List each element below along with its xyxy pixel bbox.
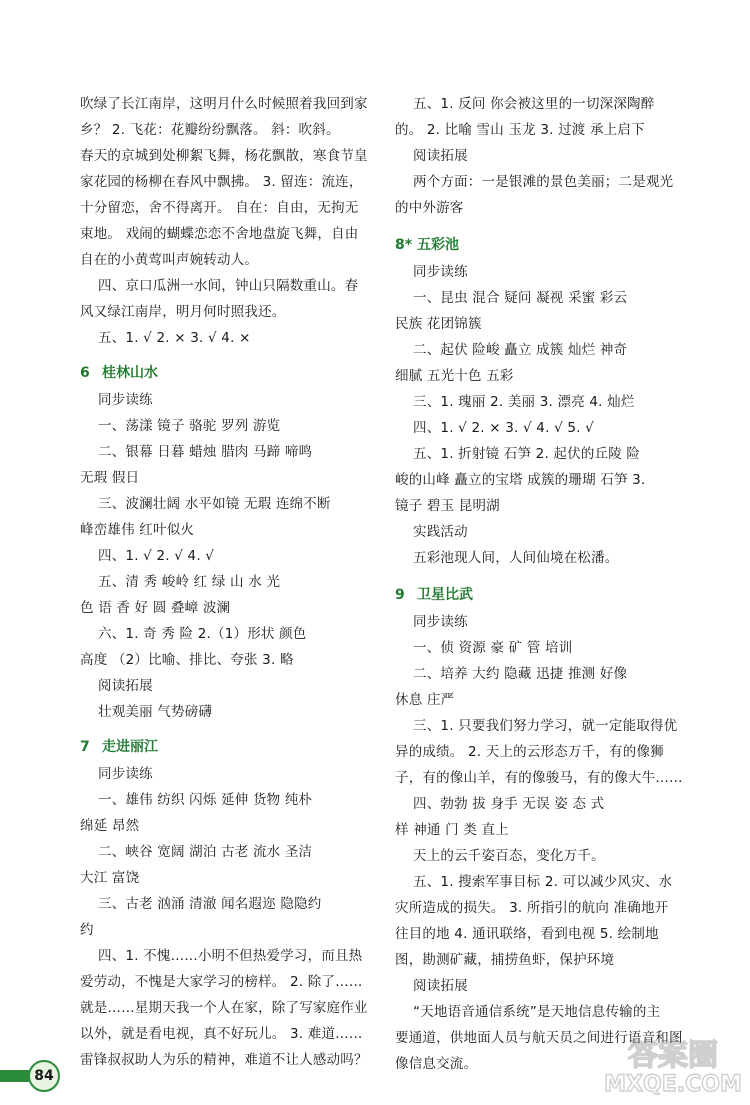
text-line: 两个方面：一是银滩的景色美丽；二是观光 (413, 174, 674, 190)
watermark-url: MXQE.COM (604, 1072, 742, 1097)
text-line: 二、培养 大约 隐藏 迅捷 推测 好像 (413, 666, 628, 682)
text-line: 三、波澜壮阔 水平如镜 无瑕 连绵不断 (98, 496, 331, 512)
text-line: 民族 花团锦簇 (395, 316, 482, 332)
text-line: 一、荡漾 镜子 骆驼 罗列 游览 (98, 418, 281, 434)
text-line: 约 (80, 922, 94, 938)
text-line: 三、古老 汹涌 清澈 闻名遐迩 隐隐约 (98, 896, 322, 912)
text-line: 阅读拓展 (413, 978, 468, 994)
text-line: 四、1. √ 2. × 3. √ 4. √ 5. √ (413, 420, 594, 436)
text-line: 像信息交流。 (395, 1056, 478, 1072)
text-line: 一、昆虫 混合 疑问 凝视 采蜜 彩云 (413, 290, 628, 306)
section-title: 卫星比武 (417, 587, 473, 603)
text-line: 五、1. 折射镜 石笋 2. 起伏的丘陵 险 (413, 446, 641, 462)
text-line: 束地。 戏闹的蝴蝶恋恋不舍地盘旋飞舞，自由 (80, 226, 359, 242)
section-title: 桂林山水 (102, 365, 158, 381)
text-line: 子，有的像山羊，有的像骏马，有的像大牛…… (395, 770, 683, 786)
text-line: 爱劳动，不愧是大家学习的榜样。 2. 除了…… (80, 974, 363, 990)
text-line: 五彩池现人间，人间仙境在松潘。 (413, 550, 619, 566)
text-line: 四、1. √ 2. √ 4. √ (98, 548, 215, 564)
watermark-logo (604, 1031, 742, 1097)
text-line: 自在的小黄莺叫声婉转动人。 (80, 252, 259, 268)
text-line: 春天的京城到处柳絮飞舞，杨花飘散，寒食节皇 (80, 148, 368, 164)
text-line: 三、1. 只要我们努力学习，就一定能取得优 (413, 718, 678, 734)
section-number: 7 (80, 739, 90, 755)
text-line: 休息 庄严 (395, 692, 455, 708)
text-line: 阅读拓展 (98, 678, 153, 694)
text-line: 大江 富饶 (80, 870, 140, 886)
section-number: 6 (80, 365, 90, 381)
text-line: 异的成绩。 2. 天上的云形态万千，有的像狮 (395, 744, 664, 760)
text-line: 绵延 昂然 (80, 818, 140, 834)
text-line: 六、1. 奇 秀 险 2.（1）形状 颜色 (98, 626, 307, 642)
text-line: 四、勃勃 拔 身手 无误 姿 态 式 (413, 796, 605, 812)
text-line: 三、1. 瑰丽 2. 美丽 3. 漂亮 4. 灿烂 (413, 394, 635, 410)
text-line: 要通道，供地面人员与航天员之间进行语音和图 (395, 1030, 683, 1046)
text-line: 色 语 香 好 圆 叠嶂 波澜 (80, 600, 231, 616)
section-number: 8* (395, 237, 413, 253)
section-heading-9 (395, 584, 473, 606)
text-line: 同步读练 (413, 264, 468, 280)
text-line: 雷锋叔叔助人为乐的精神，难道不让人感动吗？ (80, 1052, 368, 1068)
text-line: 往目的地 4. 通讯联络，看到电视 5. 绘制地 (395, 926, 659, 942)
text-line: 图，勘测矿藏，捕捞鱼虾，保护环境 (395, 952, 615, 968)
text-line: “天地语音通信系统”是天地信息传输的主 (413, 1004, 661, 1020)
text-line: 同步读练 (413, 614, 468, 630)
text-line: 风又绿江南岸，明月何时照我还。 (80, 304, 286, 320)
section-title: 走进丽江 (102, 739, 158, 755)
text-line: 五、1. 反问 你会被这里的一切深深陶醉 (413, 96, 655, 112)
text-line: 以外，就是看电视，真不好玩儿。 3. 难道…… (80, 1026, 363, 1042)
text-line: 峰峦雄伟 红叶似火 (80, 522, 195, 538)
text-line: 五、清 秀 峻岭 红 绿 山 水 光 (98, 574, 281, 590)
text-line: 五、1. 搜索军事目标 2. 可以减少风灾、水 (413, 874, 673, 890)
text-line: 天上的云千姿百态，变化万千。 (413, 848, 605, 864)
text-line: 二、峡谷 宽阔 湖泊 古老 流水 圣洁 (98, 844, 313, 860)
text-line: 四、1. 不愧……小明不但热爱学习，而且热 (98, 948, 363, 964)
text-line: 同步读练 (98, 766, 153, 782)
text-line: 就是……星期天我一个人在家，除了写家庭作业 (80, 1000, 368, 1016)
page-number-badge: 84 (28, 1060, 60, 1092)
section-number: 9 (395, 587, 405, 603)
text-line: 样 神通 门 类 直上 (395, 822, 509, 838)
text-line: 镜子 碧玉 昆明湖 (395, 498, 500, 514)
text-line: 壮观美丽 气势磅礴 (98, 704, 213, 720)
text-line: 四、京口瓜洲一水间，钟山只隔数重山。春 (98, 278, 359, 294)
text-line: 十分留恋，舍不得离开。 自在：自由，无拘无 (80, 200, 359, 216)
text-line: 同步读练 (98, 392, 153, 408)
text-line: 二、起伏 险峻 矗立 成簇 灿烂 神奇 (413, 342, 628, 358)
text-line: 家花园的杨柳在春风中飘拂。 3. 留连：流连， (80, 174, 363, 190)
text-line: 二、银幕 日暮 蜡烛 腊肉 马蹄 啼鸣 (98, 444, 313, 460)
text-line: 一、雄伟 纺织 闪烁 延伸 货物 纯朴 (98, 792, 313, 808)
text-line: 灾所造成的损失。 3. 所指引的航向 准确地开 (395, 900, 669, 916)
text-line: 高度 （2）比喻、排比、夸张 3. 略 (80, 652, 294, 668)
text-line: 五、1. √ 2. × 3. √ 4. × (98, 330, 251, 346)
text-line: 一、侦 资源 豪 矿 管 培训 (413, 640, 573, 656)
section-title: 五彩池 (417, 237, 459, 253)
section-heading-8 (395, 234, 459, 256)
text-line: 阅读拓展 (413, 148, 468, 164)
text-line: 吹绿了长江南岸，这明月什么时候照着我回到家 (80, 96, 368, 112)
section-heading-7 (80, 736, 158, 758)
text-line: 乡？ 2. 飞花：花瓣纷纷飘落。 斜：吹斜。 (80, 122, 340, 138)
text-line: 峻的山峰 矗立的宝塔 成簇的珊瑚 石笋 3. (395, 472, 646, 488)
text-line: 无瑕 假日 (80, 470, 140, 486)
text-line: 的中外游客 (395, 200, 464, 216)
text-line: 细腻 五光十色 五彩 (395, 368, 514, 384)
watermark-title: 答案圈 (628, 1038, 718, 1073)
text-line: 实践活动 (413, 524, 468, 540)
text-line: 的。 2. 比喻 雪山 玉龙 3. 过渡 承上启下 (395, 122, 645, 138)
section-heading-6 (80, 362, 158, 384)
